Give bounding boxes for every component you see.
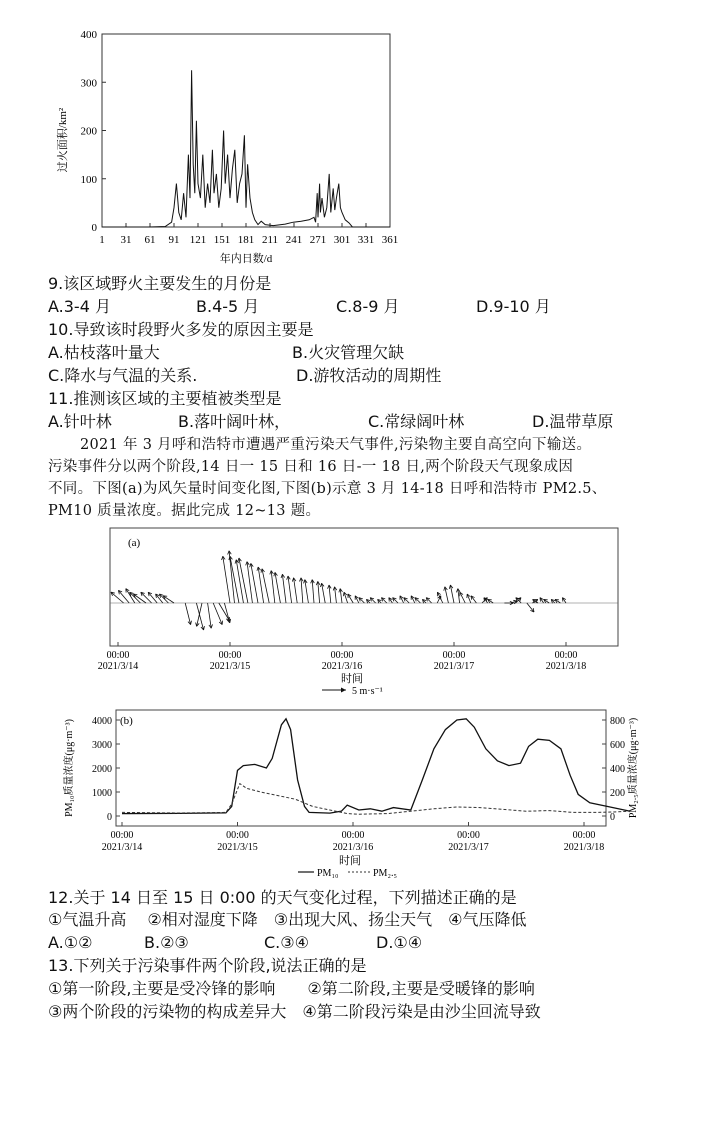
wind-vector	[333, 587, 337, 603]
wind-vector	[320, 583, 325, 603]
wind-vector	[449, 585, 454, 603]
chart2-xtick-date: 2021/3/14	[97, 661, 139, 672]
wind-vector	[540, 598, 544, 603]
q9-option-d[interactable]: D.9-10 月	[476, 297, 551, 316]
wind-vector	[370, 598, 375, 603]
q11-option-c[interactable]: C.常绿阔叶林	[368, 412, 465, 431]
chart3-ytick-left-label: 0	[107, 812, 112, 823]
wind-vector	[359, 598, 364, 603]
q11-stem: 11.推测该区域的主要植被类型是	[48, 389, 282, 408]
chart2-xtick-date: 2021/3/17	[433, 661, 475, 672]
chart3-panel-label: (b)	[120, 715, 133, 727]
wind-vector	[219, 603, 230, 621]
wind-vector	[196, 603, 202, 626]
chart1-xtick-label: 331	[357, 234, 375, 246]
wind-vector	[411, 596, 415, 603]
q13-stem: 13.下列关于污染事件两个阶段,说法正确的是	[48, 956, 367, 975]
wind-vector	[163, 596, 174, 603]
chart1-xtick-label: 61	[144, 234, 156, 246]
chart3-xlabel: 时间	[339, 855, 361, 867]
wind-vector	[328, 585, 332, 603]
q9-stem: 9.该区域野火主要发生的月份是	[48, 274, 272, 293]
wind-vector	[562, 598, 566, 603]
wind-scale-legend	[322, 686, 383, 697]
wind-vector	[551, 599, 555, 603]
chart3-xtick-time: 00:00	[457, 830, 480, 841]
q10-option-d[interactable]: D.游牧活动的周期性	[296, 366, 442, 385]
wind-vector	[393, 598, 398, 603]
chart3-xtick-date: 2021/3/15	[217, 842, 258, 853]
q12-option-b[interactable]: B.②③	[144, 933, 189, 952]
chart3-ylabel-right: PM₂.₅质量浓度(μg·m⁻³)	[628, 717, 639, 819]
wind-vector	[378, 599, 382, 603]
q11-option-b[interactable]: B.落叶阔叶林，	[178, 412, 291, 431]
passage-line-4: PM10 质量浓度。据此完成 12~13 题。	[48, 503, 321, 519]
wind-vector	[527, 603, 534, 612]
chart1-xtick-label: 121	[189, 234, 207, 246]
chart1-xtick-label: 31	[120, 234, 132, 246]
chart3-xtick-time: 00:00	[226, 830, 249, 841]
chart1-xtick-label: 211	[261, 234, 279, 246]
wind-vector-chart	[90, 524, 630, 702]
chart3-xtick-date: 2021/3/18	[563, 842, 605, 853]
wind-vector	[250, 563, 258, 603]
wind-vector	[471, 596, 476, 603]
q12-choices: ①气温升高 ②相对湿度下降 ③出现大风、扬尘天气 ④气压降低	[48, 910, 527, 929]
chart3-ytick-left-label: 3000	[92, 740, 112, 751]
q12-option-d[interactable]: D.①④	[376, 933, 423, 952]
chart3-xtick-date: 2021/3/17	[448, 842, 489, 853]
wind-vector	[366, 599, 370, 603]
wind-vector	[415, 598, 420, 603]
wind-vector	[274, 572, 281, 603]
chart1-xtick-label: 181	[237, 234, 255, 246]
chart3-xtick-date: 2021/3/14	[101, 842, 143, 853]
chart1-xtick-label: 1	[99, 234, 105, 246]
chart2-panel-label: (a)	[128, 537, 141, 549]
wind-vector	[444, 587, 449, 603]
wind-vector	[235, 560, 243, 603]
chart2-xtick-time: 00:00	[218, 650, 242, 661]
wind-vector	[261, 569, 269, 603]
wind-vector	[222, 556, 230, 603]
wind-vector	[437, 596, 441, 603]
q9-option-a[interactable]: A.3-4 月	[48, 297, 111, 316]
q12-option-c[interactable]: C.③④	[264, 933, 309, 952]
chart3-xtick-time: 00:00	[341, 830, 365, 841]
q9-option-b[interactable]: B.4-5 月	[196, 297, 260, 316]
chart3-ytick-right-label: 200	[610, 788, 625, 799]
wind-vector	[196, 603, 204, 630]
chart1-xtick-label: 301	[333, 234, 351, 246]
chart2-xtick-date: 2021/3/16	[321, 661, 363, 672]
chart3-legend	[298, 868, 397, 879]
chart3-ytick-right-label: 800	[610, 716, 625, 727]
chart3-xticks	[102, 822, 605, 853]
chart1-ytick-label: 100	[80, 173, 97, 186]
q12-stem: 12.关于 14 日至 15 日 0:00 的天气变化过程，下列描述正确的是	[48, 888, 517, 907]
chart3-xtick-time: 00:00	[110, 830, 134, 841]
chart1-ylabel: 过火面积/km²	[57, 107, 69, 173]
wind-vector	[460, 592, 465, 603]
chart1-ytick-label: 400	[80, 29, 97, 41]
wind-vector	[185, 603, 191, 625]
q10-option-b[interactable]: B.火灾管理欠缺	[292, 343, 405, 362]
chart3-frame	[116, 710, 606, 826]
passage-line-1: 2021 年 3 月呼和浩特市遭遇严重污染天气事件,污染物主要自高空向下输送。	[80, 437, 592, 453]
q10-option-a[interactable]: A.枯枝落叶量大	[48, 343, 160, 362]
q10-option-c[interactable]: C.降水与气温的关系.	[48, 366, 198, 385]
wind-vector	[339, 589, 343, 603]
passage-line-3: 不同。下图(a)为风矢量时间变化图,下图(b)示意 3 月 14-18 日呼和浩特市 PM2.5、	[48, 481, 607, 497]
wind-vector	[404, 598, 409, 603]
chart1-xtick-label: 361	[381, 234, 399, 246]
chart1-ytick-label: 300	[80, 77, 97, 90]
chart3-ytick-left-label: 1000	[92, 788, 112, 799]
wind-vector	[316, 581, 320, 603]
wind-vector	[208, 603, 213, 628]
chart2-xtick-date: 2021/3/18	[545, 661, 587, 672]
chart2-frame	[110, 528, 618, 646]
wind-scale-label: 5 m·s⁻¹	[352, 686, 383, 697]
chart2-xtick-time: 00:00	[330, 650, 354, 661]
wind-vector	[544, 599, 549, 603]
chart3-yticks-right	[602, 716, 625, 823]
wind-vector	[287, 576, 292, 603]
wind-vector	[304, 580, 309, 603]
legend-pm10: PM₁₀	[317, 868, 339, 879]
wind-vector	[488, 599, 493, 603]
wind-vectors	[111, 551, 566, 630]
q9-option-c[interactable]: C.8-9 月	[336, 297, 400, 316]
wind-vector	[292, 578, 297, 603]
legend-pm25: PM₂.₅	[373, 868, 397, 879]
chart3-ytick-left-label: 4000	[92, 716, 112, 727]
chart2-xlabel: 时间	[341, 673, 363, 685]
pm10-series-line	[122, 719, 630, 814]
wind-vector	[118, 590, 129, 603]
chart2-xtick-time: 00:00	[442, 650, 466, 661]
chart2-xtick-date: 2021/3/15	[209, 661, 251, 672]
wind-vector	[299, 578, 303, 603]
wind-vector	[400, 596, 404, 603]
wind-vector	[355, 596, 359, 603]
chart2-xtick-time: 00:00	[106, 650, 130, 661]
q10-stem: 10.导致该时段野火多发的原因主要是	[48, 320, 314, 339]
chart1-xtick-label: 241	[285, 234, 303, 246]
chart3-ytick-left-label: 2000	[92, 764, 112, 775]
q11-option-d[interactable]: D.温带草原	[532, 412, 614, 431]
chart3-ytick-right-label: 0	[610, 812, 615, 823]
wind-vector	[555, 599, 560, 603]
chart3-xtick-time: 00:00	[572, 830, 596, 841]
wind-vector	[348, 594, 353, 603]
wind-vector	[343, 592, 347, 603]
chart1-xtick-label: 151	[213, 234, 231, 246]
wind-vector	[156, 594, 163, 603]
wind-vector	[311, 580, 315, 603]
q13-line-1: ①第一阶段,主要是受冷锋的影响 ②第二阶段,主要是受暖锋的影响	[48, 979, 535, 998]
wind-vector	[422, 599, 426, 603]
q11-option-a[interactable]: A.针叶林	[48, 412, 112, 431]
chart3-ylabel-left: PM₁₀质量浓度(μg·m⁻³)	[64, 719, 75, 817]
wind-vector	[426, 598, 431, 603]
q13-line-2: ③两个阶段的污染物的构成差异大 ④第二阶段污染是由沙尘回流导致	[48, 1002, 541, 1021]
wind-vector	[381, 598, 386, 603]
chart1-ytick-label: 0	[91, 222, 97, 234]
chart2-xtick-time: 00:00	[554, 650, 578, 661]
pm-concentration-chart	[58, 704, 640, 880]
chart3-ytick-right-label: 600	[610, 740, 625, 751]
passage-line-2: 污染事件分以两个阶段,14 日一 15 日和 16 日-一 18 日,两个阶段天气现象成因	[48, 459, 574, 475]
q12-option-a[interactable]: A.①②	[48, 933, 93, 952]
chart1-xticks	[99, 223, 398, 246]
fire-area-series-line	[102, 70, 390, 227]
wind-vector	[389, 598, 393, 603]
chart3-xtick-date: 2021/3/16	[332, 842, 374, 853]
chart3-ytick-right-label: 400	[610, 764, 625, 775]
fire-area-chart	[50, 28, 410, 268]
wind-vector	[281, 574, 286, 603]
wind-vector	[504, 601, 513, 605]
chart1-xlabel: 年内日数/d	[219, 253, 273, 265]
wind-vector	[467, 594, 471, 603]
chart1-xtick-label: 91	[168, 234, 180, 246]
chart1-xtick-label: 271	[309, 234, 327, 246]
chart1-ytick-label: 200	[80, 125, 97, 138]
